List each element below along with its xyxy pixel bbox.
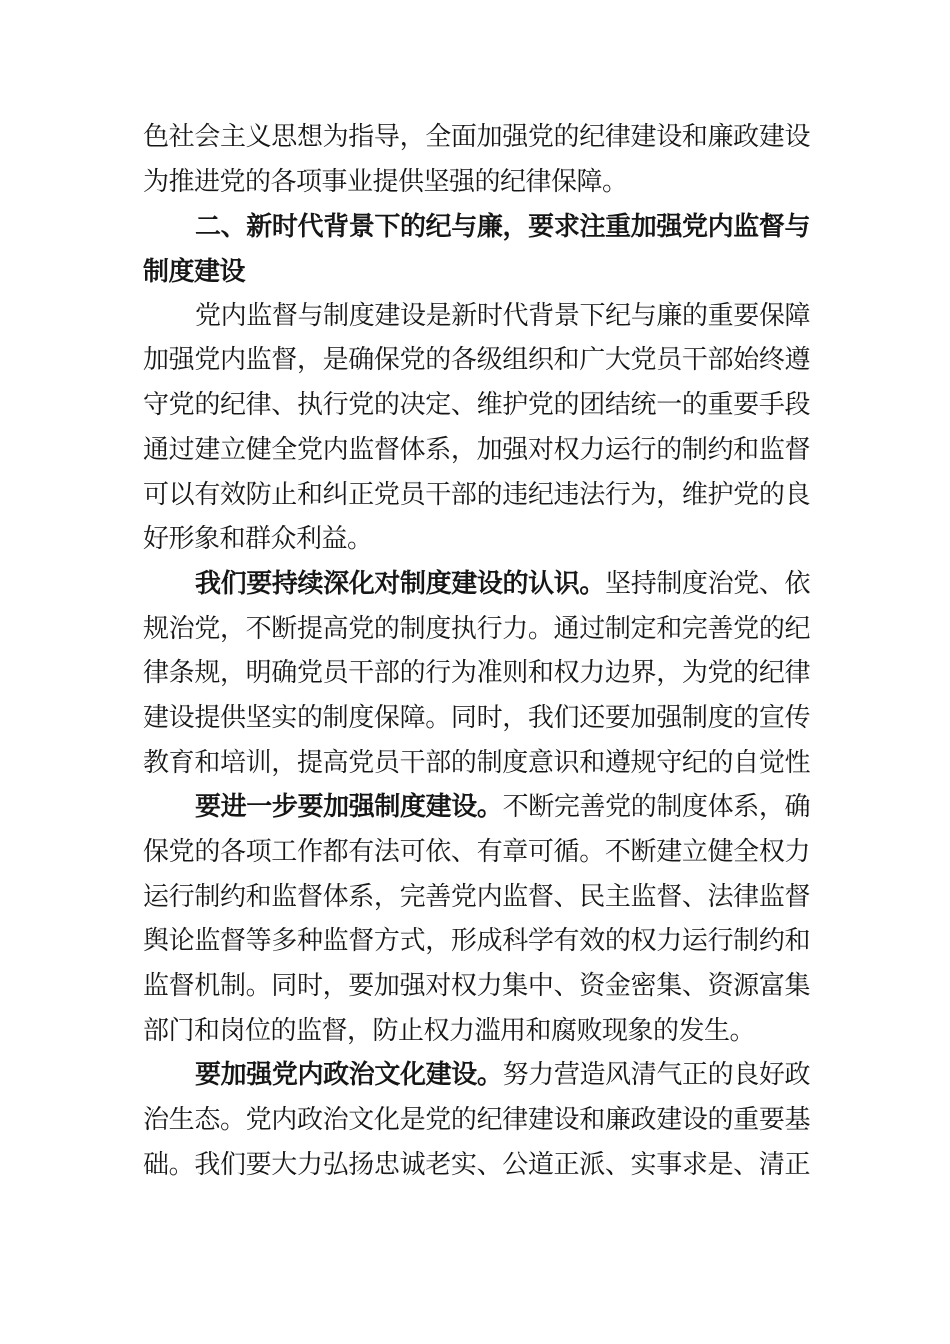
text-segment: 运行制约和监督体系，完善党内监督、民主监督、法律监督 — [143, 881, 810, 911]
bold-text-segment: 要进一步要加强制度建设。 — [195, 792, 503, 822]
text-segment: 不断完善党的制度体系，确 — [502, 792, 810, 822]
text-segment: 通过建立健全党内监督体系，加强对权力运行的制约和监督 — [143, 434, 810, 464]
text-segment: 加强党内监督，是确保党的各级组织和广大党员干部始终遵 — [143, 345, 810, 375]
text-line — [143, 741, 810, 786]
text-segment: 础。我们要大力弘扬忠诚老实、公道正派、实事求是、清正 — [143, 1149, 810, 1179]
text-line — [143, 1009, 810, 1054]
text-line — [143, 517, 810, 562]
paragraph-supervision — [143, 294, 810, 562]
text-line — [143, 383, 810, 428]
text-line — [143, 964, 810, 1009]
text-line — [143, 830, 810, 875]
text-line — [143, 428, 810, 473]
text-segment: 守党的纪律、执行党的决定、维护党的团结统一的重要手段 — [143, 390, 810, 420]
text-line — [143, 115, 810, 160]
bold-text-segment: 我们要持续深化对制度建设的认识。 — [195, 568, 606, 598]
text-line — [143, 785, 810, 830]
bold-text-segment: 二、新时代背景下的纪与廉，要求注重加强党内监督与 — [195, 211, 810, 242]
paragraph-strengthen-institutions — [143, 785, 810, 1053]
text-line — [143, 338, 810, 383]
text-line — [143, 1098, 810, 1143]
section-heading — [143, 204, 810, 293]
paragraph-deepen-understanding — [143, 562, 810, 785]
text-line — [143, 473, 810, 518]
paragraph-political-culture — [143, 1053, 810, 1187]
text-line — [143, 562, 810, 607]
text-segment: 色社会主义思想为指导，全面加强党的纪律建设和廉政建设 — [143, 122, 810, 151]
text-line — [143, 875, 810, 920]
text-segment: 监督机制。同时，要加强对权力集中、资金密集、资源富集 — [143, 971, 810, 1001]
text-line — [143, 160, 810, 205]
text-line — [143, 1053, 810, 1098]
text-segment: 教育和培训，提高党员干部的制度意识和遵规守纪的自觉性 — [143, 747, 810, 777]
text-segment: 努力营造风清气正的良好政 — [502, 1060, 810, 1090]
text-segment: 可以有效防止和纠正党员干部的违纪违法行为，维护党的良 — [143, 479, 810, 509]
text-line — [143, 919, 810, 964]
text-segment: 坚持制度治党、依 — [605, 568, 810, 598]
text-line — [143, 204, 810, 249]
text-segment: 保党的各项工作都有法可依、有章可循。不断建立健全权力 — [143, 837, 810, 866]
text-segment: 建设提供坚实的制度保障。同时，我们还要加强制度的宣传 — [143, 702, 810, 732]
text-segment: 律条规，明确党员干部的行为准则和权力边界，为党的纪律 — [143, 658, 810, 688]
text-segment: 治生态。党内政治文化是党的纪律建设和廉政建设的重要基 — [143, 1105, 810, 1135]
paragraph-continuation — [143, 115, 810, 204]
text-segment: 党内监督与制度建设是新时代背景下纪与廉的重要保障 — [195, 300, 810, 330]
text-line — [143, 651, 810, 696]
document-content — [143, 115, 810, 1188]
bold-text-segment: 要加强党内政治文化建设。 — [195, 1060, 503, 1090]
text-line — [143, 294, 810, 339]
bold-text-segment: 制度建设 — [143, 256, 246, 287]
text-segment: 部门和岗位的监督，防止权力滥用和腐败现象的发生。 — [143, 1015, 756, 1045]
text-line — [143, 249, 810, 294]
text-segment: 规治党，不断提高党的制度执行力。通过制定和完善党的纪 — [143, 613, 810, 643]
text-segment: 为推进党的各项事业提供坚强的纪律保障。 — [143, 166, 628, 196]
text-segment: 好形象和群众利益。 — [143, 524, 373, 554]
text-segment: 舆论监督等多种监督方式，形成科学有效的权力运行制约和 — [143, 926, 810, 956]
text-line — [143, 1143, 810, 1188]
text-line — [143, 607, 810, 652]
text-line — [143, 696, 810, 741]
